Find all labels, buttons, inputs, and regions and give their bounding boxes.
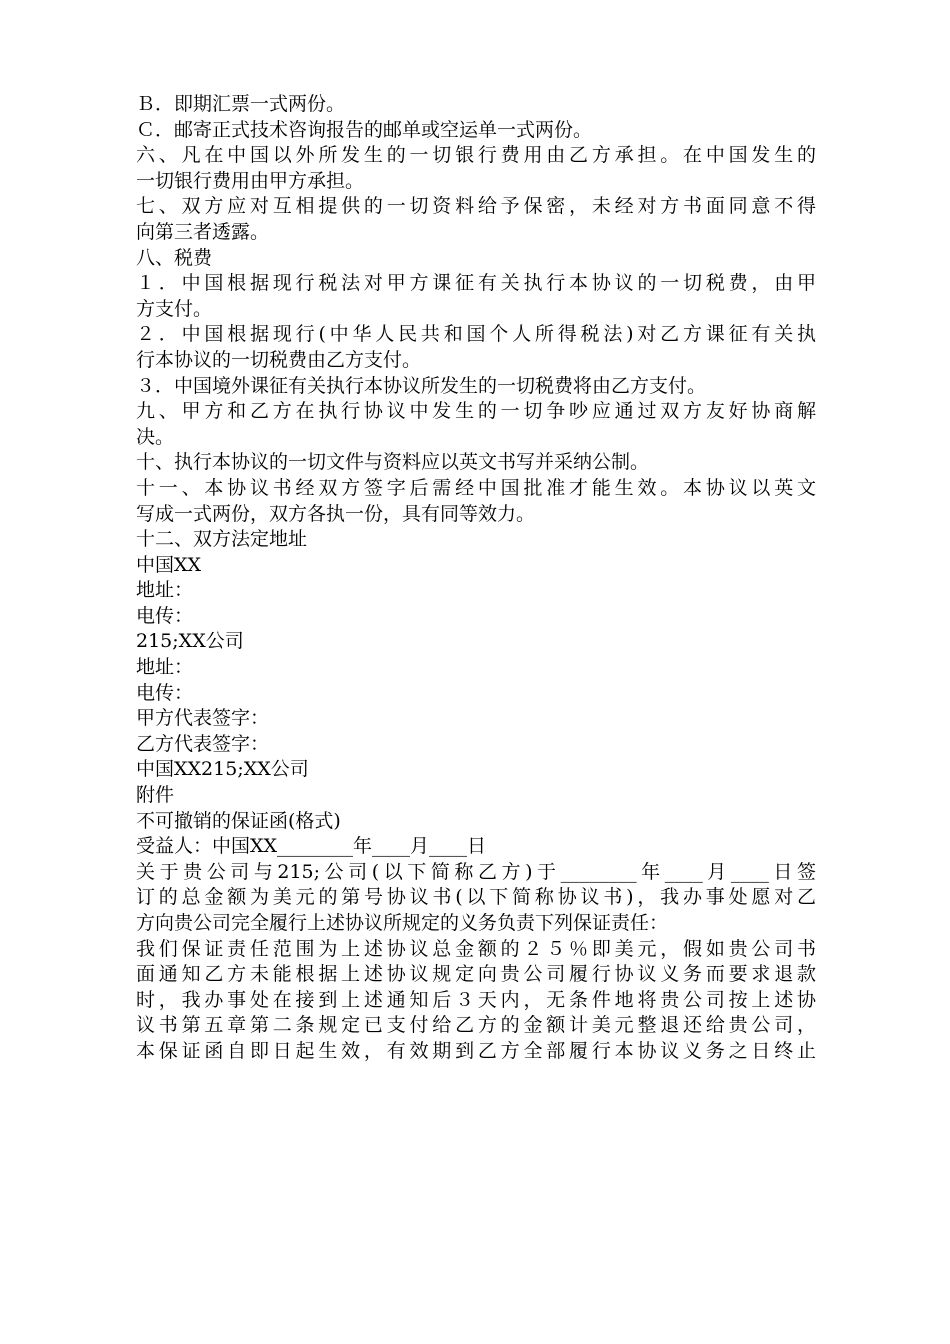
document-line: 订的总金额为美元的第号协议书(以下简称协议书)，我办事处愿对乙 xyxy=(136,886,816,909)
document-line: 215;XX公司 xyxy=(136,630,244,653)
document-line: 甲方代表签字： xyxy=(136,707,270,730)
document-line: 我们保证责任范围为上述协议总金额的２５％即美元，假如贵公司书 xyxy=(136,937,816,960)
document-line: 七、双方应对互相提供的一切资料给予保密，未经对方书面同意不得 xyxy=(136,195,816,218)
document-line: ２．中国根据现行(中华人民共和国个人所得税法)对乙方课征有关执 xyxy=(136,323,816,346)
document-line: 行本协议的一切税费由乙方支付。 xyxy=(136,348,422,371)
document-line: 决。 xyxy=(136,425,175,448)
document-line: 面通知乙方未能根据上述协议规定向贵公司履行协议义务而要求退款 xyxy=(136,963,816,986)
document-line: 电传： xyxy=(136,604,194,627)
document-line: 方支付。 xyxy=(136,297,213,320)
document-line: 地址： xyxy=(136,656,194,679)
document-line: 本保证函自即日起生效，有效期到乙方全部履行本协议义务之日终止 xyxy=(136,1039,816,1062)
document-line: 乙方代表签字： xyxy=(136,732,270,755)
document-line: 十二、双方法定地址 xyxy=(136,528,308,551)
document-line: 一切银行费用由甲方承担。 xyxy=(136,169,365,192)
document-line: 方向贵公司完全履行上述协议所规定的义务负责下列保证责任： xyxy=(136,912,669,934)
document-line: Ｃ．邮寄正式技术咨询报告的邮单或空运单一式两份。 xyxy=(136,118,593,141)
document-line: 中国XX215;XX公司 xyxy=(136,758,309,781)
document-line: 附件 xyxy=(136,784,175,807)
document-line: 六、凡在中国以外所发生的一切银行费用由乙方承担。在中国发生的 xyxy=(136,144,816,167)
document-line: 八、税费 xyxy=(136,246,213,269)
document-line: １．中国根据现行税法对甲方课征有关执行本协议的一切税费，由甲 xyxy=(136,272,816,295)
document-line: 时，我办事处在接到上述通知后３天内，无条件地将贵公司按上述协 xyxy=(136,988,816,1011)
document-line: 十、执行本协议的一切文件与资料应以英文书写并采纳公制。 xyxy=(136,451,650,474)
document-line: 中国XX xyxy=(136,553,202,576)
document-line: 不可撤销的保证函(格式) xyxy=(136,809,341,832)
document-line: 地址： xyxy=(136,579,194,602)
document-line: 九、甲方和乙方在执行协议中发生的一切争吵应通过双方友好协商解 xyxy=(136,400,816,423)
document-line: 受益人：中国XX________年____月____日 xyxy=(136,835,487,858)
document-line: 议书第五章第二条规定已支付给乙方的金额计美元整退还给贵公司， xyxy=(136,1014,816,1037)
document-line: 写成一式两份，双方各执一份，具有同等效力。 xyxy=(136,502,536,525)
document-line: Ｂ．即期汇票一式两份。 xyxy=(136,93,346,115)
document-line: ３．中国境外课征有关执行本协议所发生的一切税费将由乙方支付。 xyxy=(136,374,707,397)
document-line: 向第三者透露。 xyxy=(136,220,270,243)
document-line: 电传： xyxy=(136,681,194,704)
document-page xyxy=(136,92,816,1065)
document-line: 关于贵公司与215;公司(以下简称乙方)于________年____月____日签 xyxy=(136,860,816,883)
document-line: 十一、本协议书经双方签字后需经中国批准才能生效。本协议以英文 xyxy=(136,476,816,499)
